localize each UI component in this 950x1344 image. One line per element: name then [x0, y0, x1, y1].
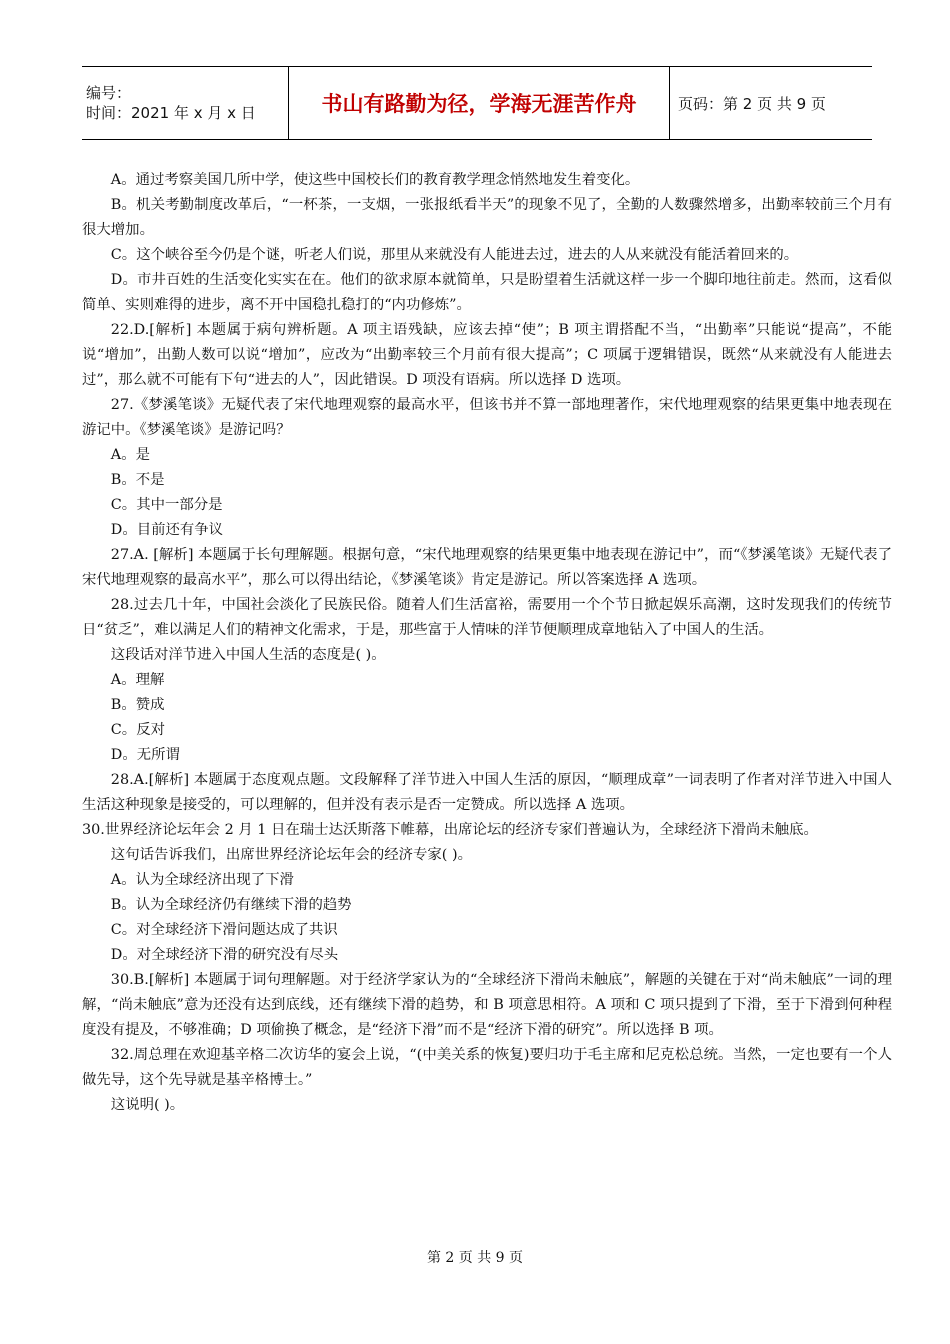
paragraph: A。理解	[110, 672, 165, 688]
paragraph: C。对全球经济下滑问题达成了共识	[110, 922, 338, 938]
paragraph: 这说明( )。	[110, 1097, 185, 1113]
paragraph: C。这个峡谷至今仍是个谜，听老人们说，那里从来就没有人能进去过，进去的人从来就没有能活着回来的。	[110, 247, 799, 263]
paragraph: A。认为全球经济出现了下滑	[110, 872, 294, 888]
header-page-info	[670, 67, 872, 139]
paragraph: 22.D.[解析] 本题属于病句辨析题。A 项主语残缺，应该去掉“使”；B 项主谓搭配不当，“出勤率”只能说“提高”，不能说“增加”，出勤人数可以说“增加”，应改为“出勤率较三个月前有很大提高”；C 项属于逻辑错误，既然“从来就没有人能进去过”，那么就不可能有下句“进去的人”，因此错误。D 项没有语病。所以选择 D 选项。	[82, 322, 892, 388]
document-body	[82, 168, 892, 1118]
paragraph: 30.世界经济论坛年会 2 月 1 日在瑞士达沃斯落下帷幕，出席论坛的经济专家们普遍认为，全球经济下滑尚未触底。	[82, 822, 818, 838]
footer-page-number: 第 2 页 共 9 页	[426, 1250, 524, 1266]
paragraph: 28.过去几十年，中国社会淡化了民族民俗。随着人们生活富裕，需要用一个个节日掀起娱乐高潮，这时发现我们的传统节日“贫乏”，难以满足人们的精神文化需求，于是，那些富于人情味的洋节便顺理成章地钻入了中国人的生活。	[82, 597, 892, 638]
paragraph: B。赞成	[110, 697, 165, 713]
page-header	[82, 66, 872, 140]
paragraph: C。其中一部分是	[110, 497, 223, 513]
paragraph: 27.《梦溪笔谈》无疑代表了宋代地理观察的最高水平，但该书并不算一部地理著作，宋代地理观察的结果更集中地表现在游记中。《梦溪笔谈》是游记吗？	[82, 397, 892, 438]
paragraph: 30.B.[解析] 本题属于词句理解题。对于经济学家认为的“全球经济下滑尚未触底”，解题的关键在于对“尚未触底”一词的理解，“尚未触底”意为还没有达到底线，还有继续下滑的趋势，和 B 项意思相符。A 项和 C 项只提到了下滑，至于下滑到何种程度没有提及，不够准确；D 项偷换了概念，是“经济下滑”而不是“经济下滑的研究”。所以选择 B 项。	[82, 972, 892, 1038]
paragraph: B。认为全球经济仍有继续下滑的趋势	[110, 897, 352, 913]
paragraph: 28.A.[解析] 本题属于态度观点题。文段解释了洋节进入中国人生活的原因，“顺理成章”一词表明了作者对洋节进入中国人生活这种现象是接受的，可以理解的，但并没有表示是否一定赞成。所以选择 A 选项。	[82, 772, 892, 813]
paragraph: 这段话对洋节进入中国人生活的态度是( )。	[110, 647, 386, 663]
header-motto	[289, 67, 670, 139]
paragraph: 32.周总理在欢迎基辛格二次访华的宴会上说，“(中美关系的恢复)要归功于毛主席和尼克松总统。当然，一定也要有一个人做先导，这个先导就是基辛格博士。”	[82, 1047, 892, 1088]
paragraph: D。无所谓	[110, 747, 180, 763]
paragraph: C。反对	[110, 722, 165, 738]
paragraph: 这句话告诉我们，出席世界经济论坛年会的经济专家( )。	[110, 847, 472, 863]
paragraph: 27.A. [解析] 本题属于长句理解题。根据句意，“宋代地理观察的结果更集中地表现在游记中”，而“《梦溪笔谈》无疑代表了宋代地理观察的最高水平”，那么可以得出结论，《梦溪笔谈》肯定是游记。所以答案选择 A 选项。	[82, 547, 892, 588]
paragraph: B。机关考勤制度改革后，“一杯茶，一支烟，一张报纸看半天”的现象不见了，全勤的人数骤然增多，出勤率较前三个月有很大增加。	[82, 197, 892, 238]
header-meta	[82, 67, 289, 139]
document-time-label: 时间：2021 年 x 月 x 日	[86, 104, 256, 122]
paragraph: D。市井百姓的生活变化实实在在。他们的欲求原本就简单，只是盼望着生活就这样一步一个脚印地往前走。然而，这看似简单、实则难得的进步，离不开中国稳扎稳打的“内功修炼”。	[82, 272, 892, 313]
page-info-text: 页码：第 2 页 共 9 页	[678, 94, 826, 113]
page-footer	[0, 1247, 950, 1267]
paragraph: B。不是	[110, 472, 165, 488]
motto-text: 书山有路勤为径，学海无涯苦作舟	[321, 92, 637, 116]
paragraph: A。通过考察美国几所中学，使这些中国校长们的教育教学理念悄然地发生着变化。	[110, 172, 640, 188]
paragraph: D。对全球经济下滑的研究没有尽头	[110, 947, 339, 963]
paragraph: A。是	[110, 447, 150, 463]
document-number-label: 编号：	[86, 84, 132, 102]
paragraph: D。目前还有争议	[110, 522, 224, 538]
